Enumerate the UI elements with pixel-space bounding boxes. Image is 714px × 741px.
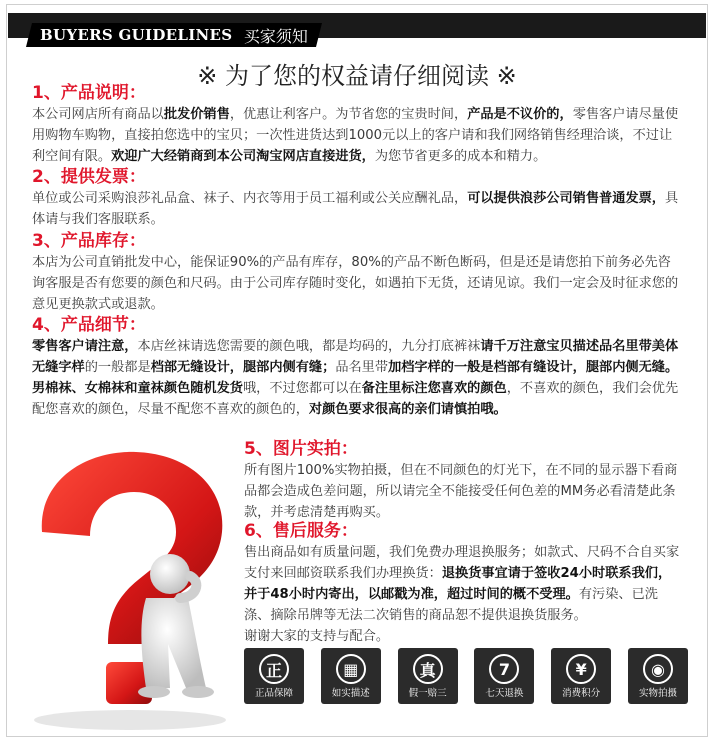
emphasis-text: 加档字样的一般是档部有缝设计，腿部内侧无缝。 — [388, 360, 679, 375]
body-text: 哦，不过您都可以在 — [243, 381, 362, 396]
badge-label: 七天退换 — [485, 688, 524, 699]
emphasis-text: 批发价销售 — [163, 107, 230, 122]
question-mark-hook — [42, 452, 223, 644]
section-body — [244, 542, 684, 647]
section-body — [32, 336, 684, 420]
body-text: 为您节省更多的成本和精力。 — [374, 149, 547, 164]
points-icon: ¥ — [566, 654, 596, 684]
question-mark-figure — [20, 448, 242, 734]
body-text: 本公司网店所有商品以 — [32, 107, 164, 122]
body-text: 所有图片100%实物拍摄，但在不同颜色的灯光下，在不同的显示器下看商品都会造成色差问题，所以请完全不能接受任何色差的MM务必看清楚此条款，并考虑清楚再购买。 — [244, 463, 678, 520]
emphasis-text: 男棉袜、女棉袜和童袜颜色随机发货 — [32, 381, 243, 396]
section-title: 6、售后服务： — [244, 521, 358, 541]
badge-description — [321, 648, 381, 704]
emphasis-text: 欢迎广大经销商到本公司淘宝网店直接进货， — [111, 149, 375, 164]
camera-icon: ◉ — [643, 654, 673, 684]
badge-authentic — [398, 648, 458, 704]
emphasis-text: 对颜色要求很高的亲们请慎拍哦。 — [308, 402, 507, 417]
badge-label: 正品保障 — [254, 688, 293, 699]
emphasis-text: 档部无缝设计，腿部内侧有缝； — [150, 360, 336, 375]
shadow — [34, 710, 226, 730]
section-after-sales — [244, 520, 684, 647]
section-product-details — [32, 314, 684, 420]
body-text: ，不喜欢的颜色，我们会优先配您喜欢的颜色，尽量不配您不喜欢的颜色的， — [32, 381, 679, 417]
badge-label: 假一赔三 — [408, 688, 447, 699]
seven-day-return-icon: 7 — [489, 654, 519, 684]
header-tag — [27, 24, 321, 46]
section-real-photos — [244, 438, 684, 523]
body-text: 本店为公司直销批发中心，能保证90%的产品有库存，80%的产品不断色断码，但是还是请您拍下前务必先咨询客服是否有您要的颜色和尺码。由于公司库存随时变化，如遇拍下无货，还请见谅。我们一定会及时征求您的意见更换款式或退款。 — [32, 255, 679, 312]
badge-label: 如实描述 — [331, 688, 370, 699]
body-text: 有污染、已洗涤、摘除吊牌等无法二次销售的商品恕不提供退换货服务。 — [244, 587, 658, 623]
body-text: 品名里带 — [335, 360, 389, 375]
emphasis-text: 可以提供浪莎公司销售普通发票， — [467, 191, 665, 206]
badge-genuine — [244, 648, 304, 704]
section-title: 2、提供发票： — [32, 167, 146, 187]
emphasis-text: 备注里标注您喜欢的颜色 — [361, 381, 507, 396]
section-product-description — [32, 82, 684, 167]
body-text: 单位或公司采购浪莎礼品盒、袜子、内衣等用于员工福利或公关应酬礼品， — [32, 191, 468, 206]
emphasis-text: 零售客户请注意， — [32, 339, 138, 354]
header-banner — [8, 6, 706, 46]
section-invoice — [32, 166, 684, 230]
authentic-icon: 真 — [413, 654, 443, 684]
badge-points — [551, 648, 611, 704]
badge-camera — [628, 648, 688, 704]
badge-label: 消费积分 — [562, 688, 601, 699]
header-title-en: BUYERS GUIDELINES — [40, 26, 233, 44]
section-body — [32, 104, 684, 167]
section-stock — [32, 230, 684, 315]
section-body — [32, 188, 684, 230]
service-badges — [244, 648, 688, 706]
page-title: ※ 为了您的权益请仔细阅读 ※ — [197, 62, 517, 90]
body-text: 本店丝袜请选您需要的颜色哦，都是均码的，九分打底裤袜 — [137, 339, 481, 354]
badge-seven-day-return — [474, 648, 534, 704]
section-title: 3、产品库存： — [32, 231, 146, 251]
emphasis-text: 请千万注意宝贝描述品名里带美体无缝字样 — [32, 339, 679, 375]
body-text: 售出商品如有质量问题，我们免费办理退换服务；如款式、尺码不合自买家支付来回邮资联系我们办理换货： — [244, 545, 680, 581]
emphasis-text: 退换货事宜请于签收24小时联系我们，并于48小时内寄出，以邮戳为准，超过时间的概不受理。 — [244, 566, 672, 602]
section-body — [32, 252, 684, 315]
badge-label: 实物拍摄 — [638, 688, 677, 699]
genuine-icon: 正 — [259, 654, 289, 684]
emphasis-text: 产品是不议价的， — [467, 107, 573, 122]
header-title-cn: 买家须知 — [244, 26, 309, 46]
body-text: 零售客户请尽量使用购物车购物，直接拍您选中的宝贝；一次性进货达到1000元以上的客户请和我们网络销售经理洽谈，不过让利空间有限。 — [32, 107, 679, 164]
section-body — [244, 460, 684, 523]
body-text: ，优惠让利客户。为节省您的宝贵时间， — [229, 107, 468, 122]
body-text: 谢谢大家的支持与配合。 — [244, 629, 390, 644]
body-text: 的一般都是 — [84, 360, 151, 375]
section-title: 4、产品细节： — [32, 315, 146, 335]
description-icon: ▦ — [336, 654, 366, 684]
section-title: 5、图片实拍： — [244, 439, 358, 459]
body-text: 具体请与我们客服联系。 — [32, 191, 679, 227]
section-title: 1、产品说明： — [32, 83, 146, 103]
